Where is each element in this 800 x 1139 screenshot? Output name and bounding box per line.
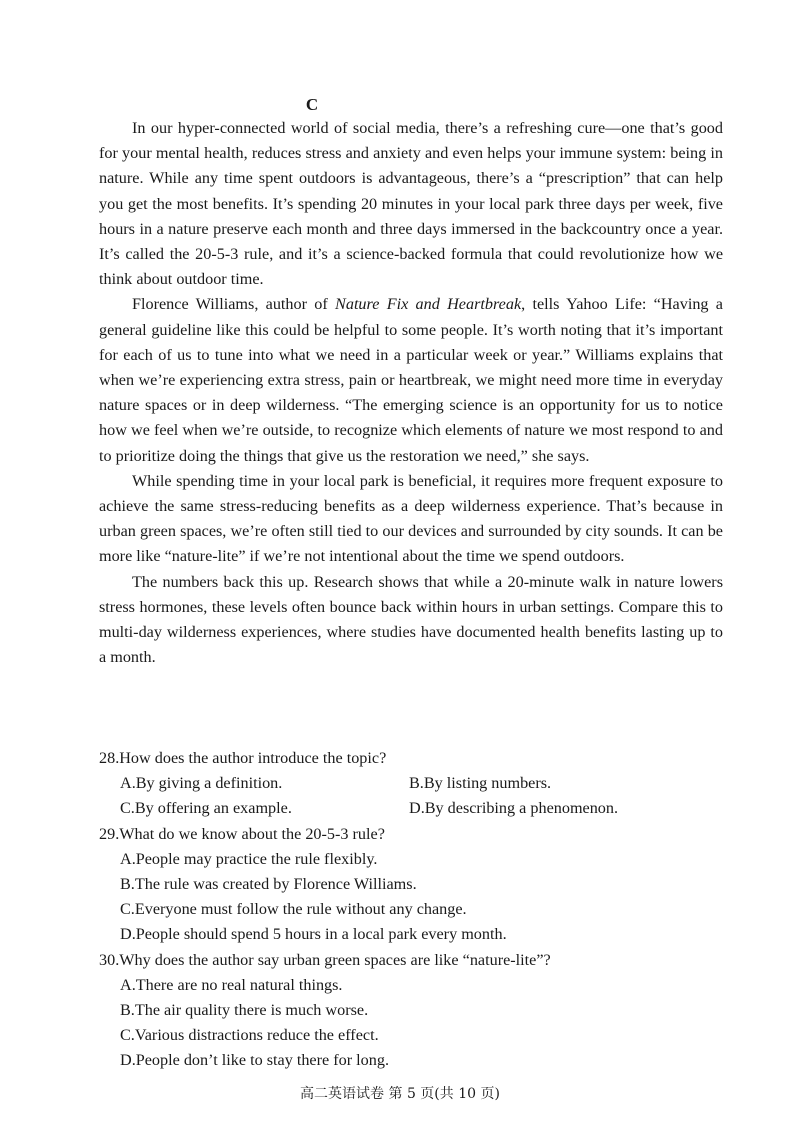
option-d: D.People don’t like to stay there for long.: [120, 1051, 389, 1070]
paragraph-1: In our hyper-connected world of social media, there’s a refreshing cure—one that’s good for your mental health, reduces stress and anxiety and even helps your immune system: being in nature. While any time spent outdoors is advantageous, there’s a “prescription” that can help you get the most benefits. It’s spending 20 minutes in your local park three days per week, five hours in a nature preserve each month and three days immersed in the backcountry once a year. It’s called the 20-5-3 rule, and it’s a science-backed formula that could revolutionize how we think about outdoor time.: [99, 119, 723, 289]
option-c: C.Everyone must follow the rule without any change.: [120, 900, 467, 919]
question-stem: 28.How does the author introduce the topic?: [99, 749, 387, 767]
book-title: Nature Fix and Heartbreak: [335, 295, 522, 314]
paragraph-2-rest: , tells Yahoo Life: “Having a general guideline like this could be helpful to some people. It’s worth noting that it’s important for each of us to tune into what we need in a particular week or year.” Williams explains that when we’re experiencing extra stress, pain or heartbreak, we might need more time in everyday nature spaces or in deep wilderness. “The emerging science is an opportunity for us to notice how we feel when we’re outside, to recognize which elements of nature we most respond to and to prioritize doing the things that give us the restoration we need,” she says.: [99, 295, 723, 465]
question-list: [99, 746, 723, 1074]
question-stem: 29.What do we know about the 20-5-3 rule?: [99, 824, 385, 843]
option-a: A.By giving a definition.: [120, 774, 283, 793]
option-a: A.People may practice the rule flexibly.: [120, 849, 378, 868]
paragraph-3: While spending time in your local park is beneficial, it requires more frequent exposure to achieve the same stress-reducing benefits as a deep wilderness experience. That’s because in urban green spaces, we’re often still tied to our devices and surrounded by city sounds. It can be more like “nature-lite” if we’re not intentional about the time we spend outdoors.: [99, 471, 723, 566]
option-c: C.Various distractions reduce the effect.: [120, 1026, 379, 1045]
question-30: [99, 948, 723, 1074]
question-stem: 30.Why does the author say urban green spaces are like “nature-lite”?: [99, 950, 551, 969]
page-footer: 高二英语试卷 第 5 页(共 10 页): [300, 1086, 500, 1102]
question-28: [99, 746, 723, 822]
option-b: B.The air quality there is much worse.: [120, 1001, 369, 1020]
option-b: B.The rule was created by Florence Williams.: [120, 875, 417, 894]
option-c: C.By offering an example.: [120, 799, 292, 818]
option-row: [120, 796, 723, 821]
option-a: A.There are no real natural things.: [120, 975, 343, 994]
reading-passage: [99, 116, 723, 670]
option-row: [120, 771, 723, 796]
question-29: [99, 822, 723, 948]
paragraph-2-intro: Florence Williams, author of: [132, 295, 336, 314]
option-d: D.People should spend 5 hours in a local park every month.: [120, 925, 507, 944]
option-b: B.By listing numbers.: [409, 774, 552, 793]
paragraph-2: [99, 292, 723, 468]
paragraph-4: The numbers back this up. Research shows that while a 20-minute walk in nature lowers stress hormones, these levels often bounce back within hours in urban settings. Compare this to multi-day wilderness experiences, where studies have documented health benefits lasting up to a month.: [99, 572, 723, 667]
section-letter: C: [305, 95, 319, 114]
option-d: D.By describing a phenomenon.: [409, 799, 619, 818]
